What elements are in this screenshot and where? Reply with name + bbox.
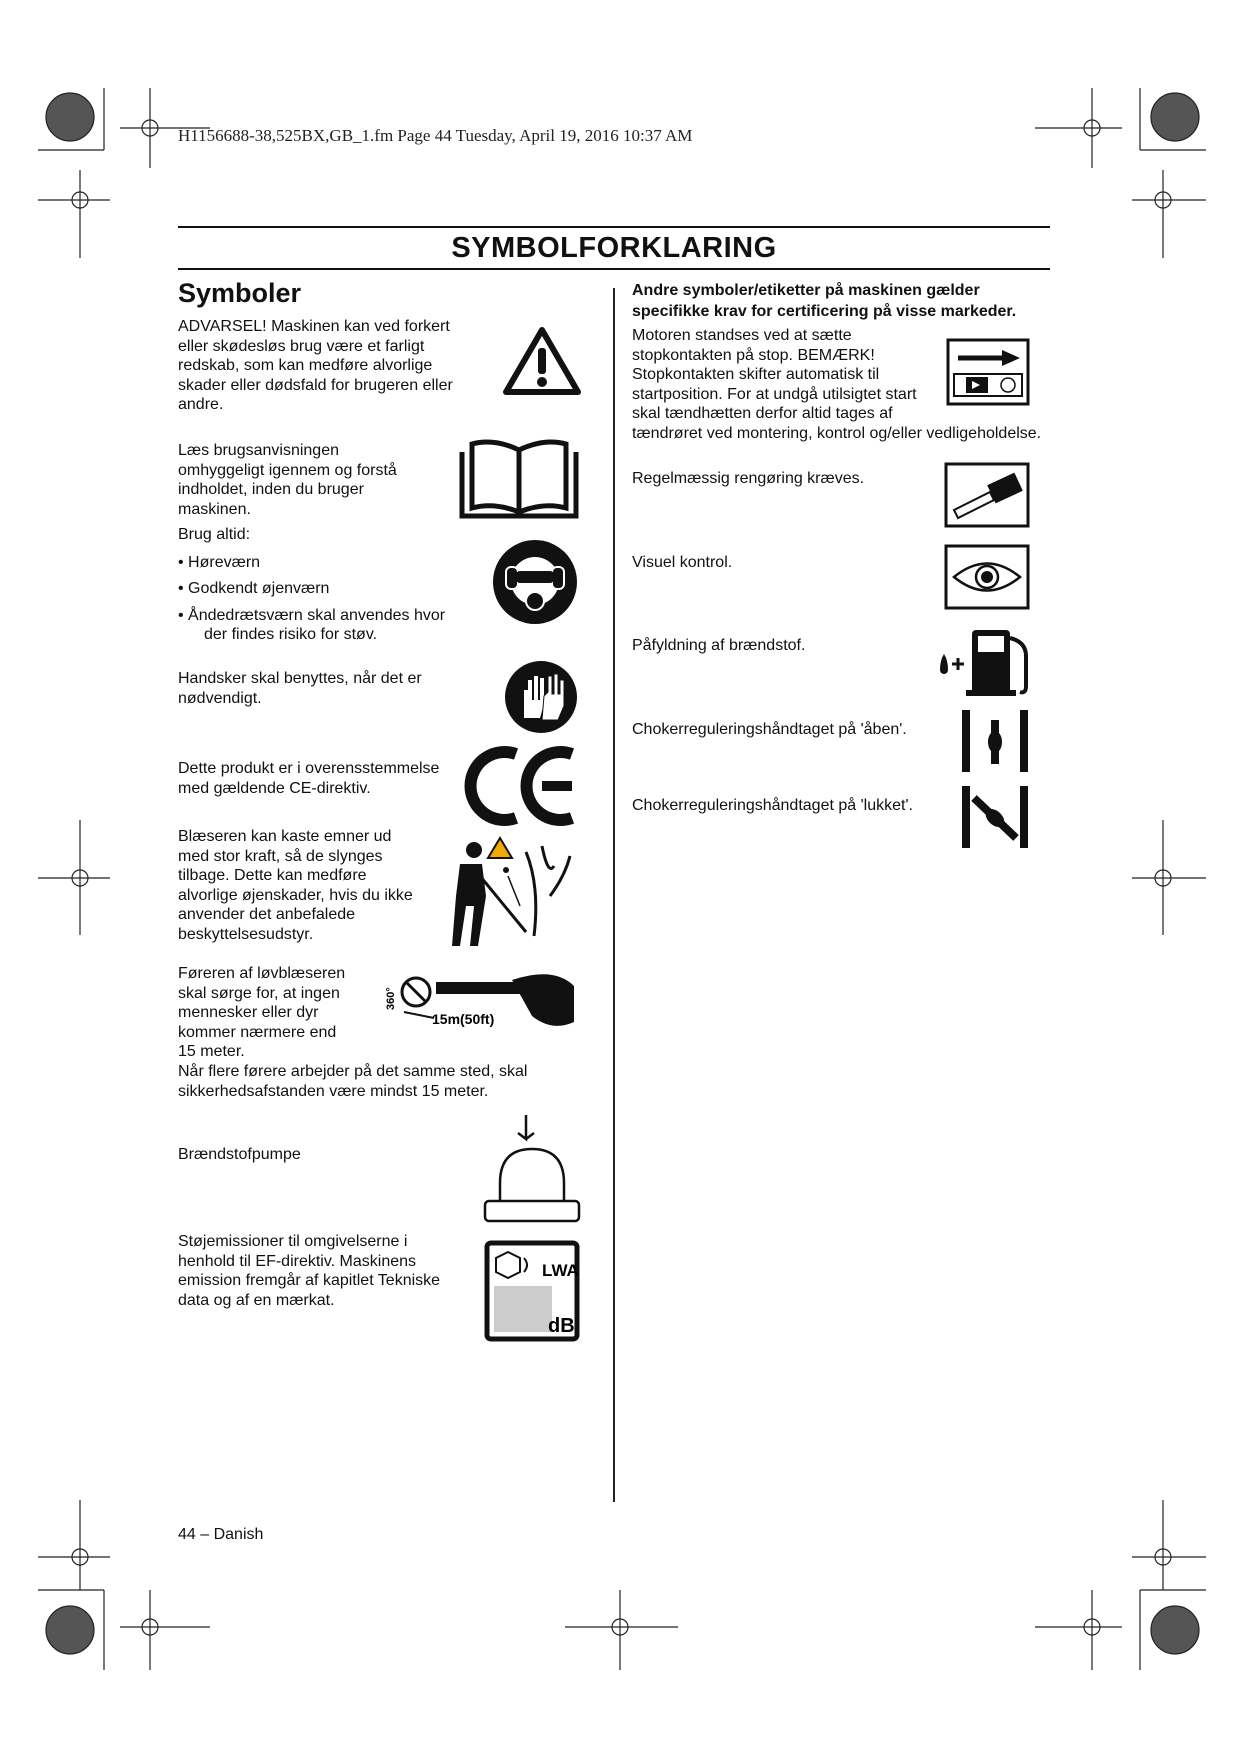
section-heading: Symboler (178, 278, 302, 308)
warning-text: ADVARSEL! Maskinen kan ved forkert eller skødesløs brug være et farligt redskab, som kan medføre alvorlige skader eller dødsfald for brugeren eller andre. (178, 318, 453, 413)
bullet-eye: • Godkendt øjenværn (178, 580, 330, 597)
book-icon (458, 436, 580, 518)
noise-text: Støjemissioner til omgivelserne i henhold til EF-direktiv. Maskinens emission fremgår af kapitlet Tekniske data og af en mærkat. (178, 1233, 441, 1309)
choke-closed-label: Chokerreguleringshåndtaget på 'lukket'. (632, 797, 913, 814)
ce-mark-icon (468, 746, 578, 826)
svg-text:360°: 360° (385, 987, 397, 1010)
bullet-ear: • Høreværn (178, 554, 261, 571)
always-label: Brug altid: (178, 526, 251, 543)
svg-text:LWA: LWA (542, 1261, 579, 1280)
visual-check-label: Visuel kontrol. (632, 554, 733, 571)
svg-text:dB: dB (548, 1315, 575, 1337)
distance-more-text: Når flere førere arbejder på det samme sted, skal sikkerhedsafstanden være mindst 15 meter. (178, 1063, 528, 1100)
cleaning-brush-icon (944, 462, 1030, 528)
title-rule-top (178, 226, 1050, 228)
refuel-label: Påfyldning af brændstof. (632, 637, 806, 654)
eye-icon (944, 544, 1030, 610)
choke-open-icon (960, 708, 1030, 774)
thrown-objects-icon (430, 836, 580, 956)
fuel-pump-label: Brændstofpumpe (178, 1146, 301, 1163)
column-divider (613, 288, 615, 1502)
safety-distance-icon (376, 966, 581, 1061)
primer-bulb-icon (482, 1113, 582, 1225)
gloves-icon (504, 660, 578, 734)
right-heading: Andre symboler/etiketter på maskinen gælder specifikke krav for certificering på visse markeder. (632, 282, 1017, 320)
gloves-text: Handsker skal benyttes, når det er nødvendigt. (178, 670, 422, 707)
svg-text:15m(50ft): 15m(50ft) (432, 1011, 495, 1027)
cleaning-label: Regelmæssig rengøring kræves. (632, 470, 865, 487)
bullet-breathing: • Åndedrætsværn skal anvendes hvor (178, 607, 446, 624)
title-rule-bottom (178, 268, 1050, 270)
manual-text: Læs brugsanvisningen omhyggeligt igennem og forstå indholdet, inden du bruger maskinen. (178, 442, 397, 518)
protection-gear-icon (492, 539, 578, 625)
ce-text: Dette produkt er i overensstemmelse med gældende CE-direktiv. (178, 760, 440, 797)
bullet-breathing-cont: der findes risiko for støv. (204, 626, 378, 643)
choke-closed-icon (960, 784, 1030, 850)
file-header: H1156688-38,525BX,GB_1.fm Page 44 Tuesday, April 19, 2016 10:37 AM (178, 126, 693, 145)
choke-open-label: Chokerreguleringshåndtaget på 'åben'. (632, 721, 907, 738)
distance-text: Føreren af løvblæseren skal sørge for, at ingen mennesker eller dyr kommer nærmere end 15 meter. (178, 965, 346, 1060)
page-footer: 44 – Danish (178, 1526, 264, 1543)
throw-warning-text: Blæseren kan kaste emner ud med stor kraft, så de slynges tilbage. Dette kan medføre alvorlige øjenskader, hvis du ikke anvender det anbefalede beskyttelsesudstyr. (178, 828, 413, 943)
stop-switch-text: Motoren standses ved at sætte stopkontakten på stop. BEMÆRK! Stopkontakten skifter automatisk til startposition. For at undgå utilsigtet start skal tændhætten derfor altid tages af tændrøret ved montering, kontrol og/eller vedligeholdelse. (632, 327, 1042, 442)
noise-level-icon (484, 1240, 580, 1342)
fuel-pump-icon (934, 626, 1038, 698)
warning-triangle-icon (502, 326, 582, 396)
stop-switch-icon (946, 338, 1030, 406)
page-title: SYMBOLFORKLARING (451, 232, 777, 264)
